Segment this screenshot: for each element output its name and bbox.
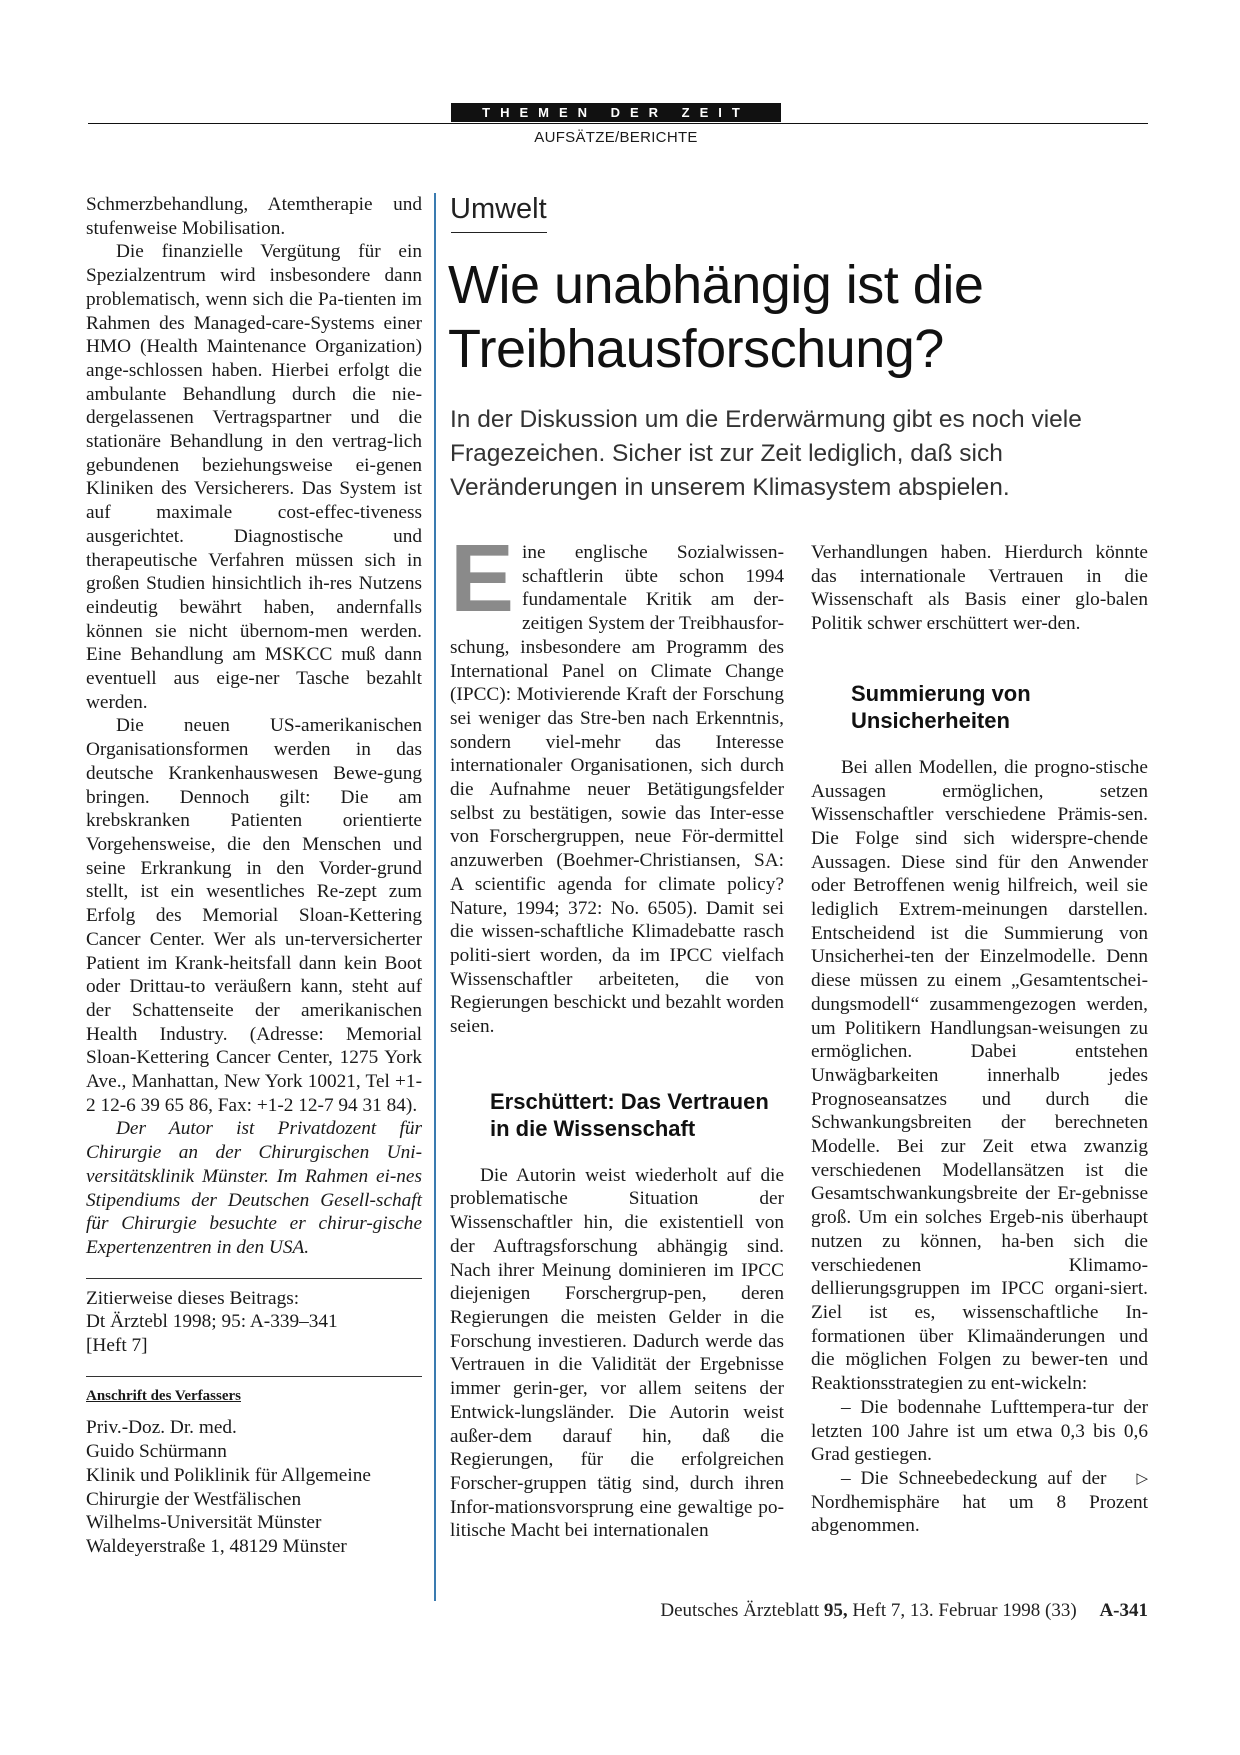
citation-label: Zitierweise dieses Beitrags: bbox=[86, 1287, 300, 1309]
kicker-underline bbox=[451, 232, 547, 233]
volume-number: 95, bbox=[823, 1600, 848, 1621]
column-left bbox=[86, 193, 422, 1559]
paragraph: Verhandlungen haben. Hierdurch könnte das internationale Vertrauen in die Wissenschaft als Basis einer glo-balen Politik schwer erschüttert wer-den. bbox=[811, 542, 1148, 635]
issue-info: Heft 7, 13. Februar 1998 (33) bbox=[852, 1600, 1077, 1621]
column-middle bbox=[450, 525, 784, 1543]
journal-name: Deutsches Ärzteblatt bbox=[660, 1600, 820, 1621]
list-item bbox=[811, 1467, 1148, 1538]
paragraph: Schmerzbehandlung, Atemtherapie und stufenweise Mobilisation. bbox=[86, 194, 422, 239]
citation-reference: Dt Ärztebl 1998; 95: A-339–341 bbox=[86, 1311, 338, 1333]
header-rule bbox=[88, 123, 1148, 124]
section-heading: Summierung von Unsicherheiten bbox=[851, 680, 1031, 733]
section-heading: Erschüttert: Das Vertrauen in die Wissenschaft bbox=[490, 1088, 769, 1141]
divider bbox=[86, 1376, 422, 1377]
address-heading: Anschrift des Verfassers bbox=[86, 1387, 241, 1404]
page-number: A-341 bbox=[1099, 1600, 1148, 1621]
address-line: Chirurgie der Westfälischen bbox=[86, 1488, 302, 1510]
citation-issue: [Heft 7] bbox=[86, 1335, 148, 1357]
paragraph-text: ine englische Sozialwissen-schaftlerin übte schon 1994 fundamentale Kritik am der-zeitigen System der Treibhausfor-schung, insbesondere am Programm des International Panel on Climate Change (IPCC): Motivierende Kraft der Forschung sei weniger das Stre-ben nach Erkenntnis, sondern viel-mehr das Interesse internationaler Organisationen, sich durch die Aufnahme neuer Betätigungsfelder selbst zu bestätigen, sowie das Inter-esse von Forschergruppen, neue För-dermittel anzuwerben (Boehmer-Christiansen, SA: A scientific agenda for climate policy? Nature, 1994; 372: No. 6505). Damit sei die wissen-schaftliche Klimadebatte rasch politi-siert worden, da im IPCC vielfach Wissenschaftler arbeiteten, die von Regierungen beschickt und bezahlt worden seien. bbox=[450, 542, 784, 1038]
author-note: Der Autor ist Privatdozent für Chirurgie an der Chirurgischen Uni-versitätsklinik Münster. Im Rahmen ei-nes Stipendiums der Deutschen Gesell-schaft für Chirurgie besuchte er chirur-gische Expertenzentren in den USA. bbox=[86, 1118, 422, 1258]
list-item-text: – Die Schneebedeckung auf der Nordhemisphäre hat um 8 Prozent abgenommen. bbox=[811, 1467, 1148, 1537]
address-line: Priv.-Doz. Dr. med. bbox=[86, 1417, 237, 1439]
drop-cap: E bbox=[450, 525, 515, 632]
author-address bbox=[86, 1416, 422, 1558]
citation-block bbox=[86, 1287, 422, 1358]
article-title: Wie unabhängig ist die Treibhausforschung? bbox=[448, 255, 984, 379]
address-line: Wilhelms-Universität Münster bbox=[86, 1512, 322, 1534]
column-divider bbox=[434, 193, 436, 1601]
paragraph: Die neuen US-amerikanischen Organisationsformen werden in das deutsche Krankenhauswesen Bewe-gung bringen. Dennoch gilt: Die am krebskranken Patienten orientierte Vorgehensweise, die den Menschen und seine Erkrankung in den Vorder-grund stellt, ist ein wesentliches Re-zept zum Erfolg des Memorial Sloan-Kettering Cancer Center. Wer als un-terversicherter Patient im Krank-heitsfall dann kein Boot oder Drittau-to veräußern kann, steht auf der Schattenseite der amerikanischen Health Industry. (Adresse: Memorial Sloan-Kettering Cancer Center, 1275 York Ave., Manhattan, New York 10021, Tel +1-2 12-6 39 65 86, Fax: +1-2 12-7 94 31 84). bbox=[86, 715, 422, 1116]
section-subtitle: AUFSÄTZE/BERICHTE bbox=[534, 129, 698, 146]
address-line: Klinik und Poliklinik für Allgemeine bbox=[86, 1464, 371, 1486]
address-line: Waldeyerstraße 1, 48129 Münster bbox=[86, 1535, 347, 1557]
section-band: THEMEN DER ZEIT bbox=[451, 103, 781, 122]
address-line: Guido Schürmann bbox=[86, 1441, 227, 1463]
paragraph bbox=[450, 525, 784, 1039]
page-footer bbox=[660, 1600, 1148, 1622]
paragraph: Die Autorin weist wiederholt auf die problematische Situation der Wissenschaftler hin, die existentiell von der Auftragsforschung abhängig sind. Nach ihrer Meinung dominieren im IPCC diejenigen Forschergrup-pen, deren Regierungen die meisten Gelder in die Forschung investieren. Dadurch werde das Vertrauen in die Validität der Ergebnisse immer gerin-ger, vor allem seitens der Entwick-lungsländer. Die Autorin weist außer-dem darauf hin, daß die Regierungen, für die erfolgreichen Forscher-gruppen tätig sind, durch ihren Infor-mationsvorsprung eine gewaltige po-litische Macht bei internationalen bbox=[450, 1164, 784, 1542]
paragraph: Die finanzielle Vergütung für ein Spezialzentrum wird insbesondere dann problematisch, wenn sich die Pa-tienten im Rahmen des Managed-care-Systems einer HMO (Health Maintenance Organization) ange-schlossen haben. Hierbei erfolgt die ambulante Behandlung durch die nie-dergelassenen Vertragspartner und die stationäre Behandlung in den vertrag-lich gebundenen beziehungsweise ei-genen Kliniken des Versicherers. Das System ist auf maximale cost-effec-tiveness ausgerichtet. Diagnostische und therapeutische Verfahren müssen sich in großen Studien hinsichtlich ih-res Nutzens eindeutig bewährt haben, andernfalls können sie nicht übernom-men werden. Eine Behandlung am MSKCC muß dann eventuell aus eige-ner Tasche bezahlt werden. bbox=[86, 241, 422, 713]
divider bbox=[86, 1278, 422, 1279]
list-item: – Die bodennahe Lufttempera-tur der letzten 100 Jahre ist um etwa 0,3 bis 0,6 Grad gestiegen. bbox=[811, 1396, 1148, 1466]
paragraph: Bei allen Modellen, die progno-stische Aussagen ermöglichen, setzen Wissenschaftler verschiedene Prämis-sen. Die Folge sind sich widerspre-chende Aussagen. Diese sind für den Anwender oder Betroffenen wenig hilfreich, weil sie lediglich Extrem-meinungen darstellen. Entscheidend ist die Summierung von Unsicherhei-ten der Einzelmodelle. Denn diese müssen zu einem „Gesamtentschei-dungsmodell“ zusammengezogen werden, um Politikern Handlungsan-weisungen zu ermöglichen. Dabei entstehen Unwägbarkeiten innerhalb jedes Prognoseansatzes und durch die Schwankungsbreiten der berechneten Modelle. Bei zur Zeit etwa zwanzig verschiedenen Modellansätzen ist die Gesamtschwankungsbreite der Er-gebnisse groß. Um ein solches Ergeb-nis überhaupt nutzen zu können, ha-ben sich die verschiedenen Klimamo-dellierungsgruppen im IPCC organi-siert. Ziel ist es, wissenschaftliche In-formationen über Klimaänderungen und die möglichen Folgen zu bewer-ten und Reaktionsstrategien zu ent-wickeln: bbox=[811, 756, 1148, 1395]
continue-arrow-icon: ▷ bbox=[1136, 1468, 1148, 1487]
article-lead: In der Diskussion um die Erderwärmung gibt es noch viele Fragezeichen. Sicher ist zur Zeit lediglich, daß sich Veränderungen in unserem Klimasystem abspielen. bbox=[450, 406, 1082, 501]
column-right bbox=[811, 541, 1148, 1538]
article-kicker: Umwelt bbox=[450, 193, 547, 225]
